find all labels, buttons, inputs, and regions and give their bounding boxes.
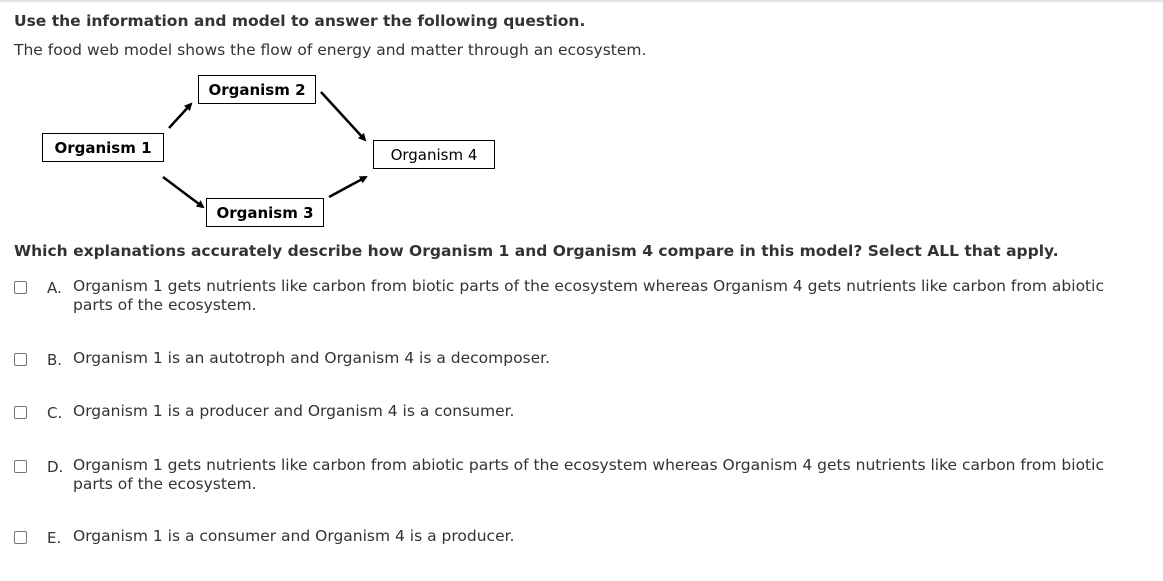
arrow-org2-to-org4 xyxy=(321,92,365,140)
option-a-text: Organism 1 gets nutrients like carbon from biotic parts of the ecosystem whereas Organism 4 gets nutrients like carbon from abiotic parts of the ecosystem. xyxy=(73,277,1104,314)
option-e-text: Organism 1 is a consumer and Organism 4 is a producer. xyxy=(73,527,515,545)
option-b-text: Organism 1 is an autotroph and Organism 4 is a decomposer. xyxy=(73,349,551,367)
option-d-text: Organism 1 gets nutrients like carbon from abiotic parts of the ecosystem whereas Organism 4 gets nutrients like carbon from biotic parts of the ecosystem. xyxy=(73,456,1104,493)
organism-2-box: Organism 2 xyxy=(198,75,316,104)
arrow-org1-to-org2 xyxy=(169,104,191,128)
checkbox-b[interactable] xyxy=(14,353,27,366)
checkbox-a[interactable] xyxy=(14,281,27,294)
arrow-org3-to-org4 xyxy=(329,177,366,197)
option-c-text: Organism 1 is a producer and Organism 4 is a consumer. xyxy=(73,402,515,420)
option-e-letter: E. xyxy=(47,529,62,547)
checkbox-e[interactable] xyxy=(14,531,27,544)
organism-3-box: Organism 3 xyxy=(206,198,324,227)
option-b-letter: B. xyxy=(47,351,63,369)
organism-4-box: Organism 4 xyxy=(373,140,495,169)
checkbox-d[interactable] xyxy=(14,460,27,473)
instruction-text: Use the information and model to answer the following question. xyxy=(14,12,586,30)
food-web-diagram xyxy=(0,0,1163,240)
option-c-letter: C. xyxy=(47,404,63,422)
checkbox-c[interactable] xyxy=(14,406,27,419)
arrow-org1-to-org3 xyxy=(163,177,203,207)
organism-1-box: Organism 1 xyxy=(42,133,164,162)
question-text: Which explanations accurately describe how Organism 1 and Organism 4 compare in this model? Select ALL that apply. xyxy=(14,242,1059,260)
intro-text: The food web model shows the flow of energy and matter through an ecosystem. xyxy=(14,41,647,59)
option-a-letter: A. xyxy=(47,279,62,297)
option-d-letter: D. xyxy=(47,458,64,476)
top-divider xyxy=(0,0,1163,3)
